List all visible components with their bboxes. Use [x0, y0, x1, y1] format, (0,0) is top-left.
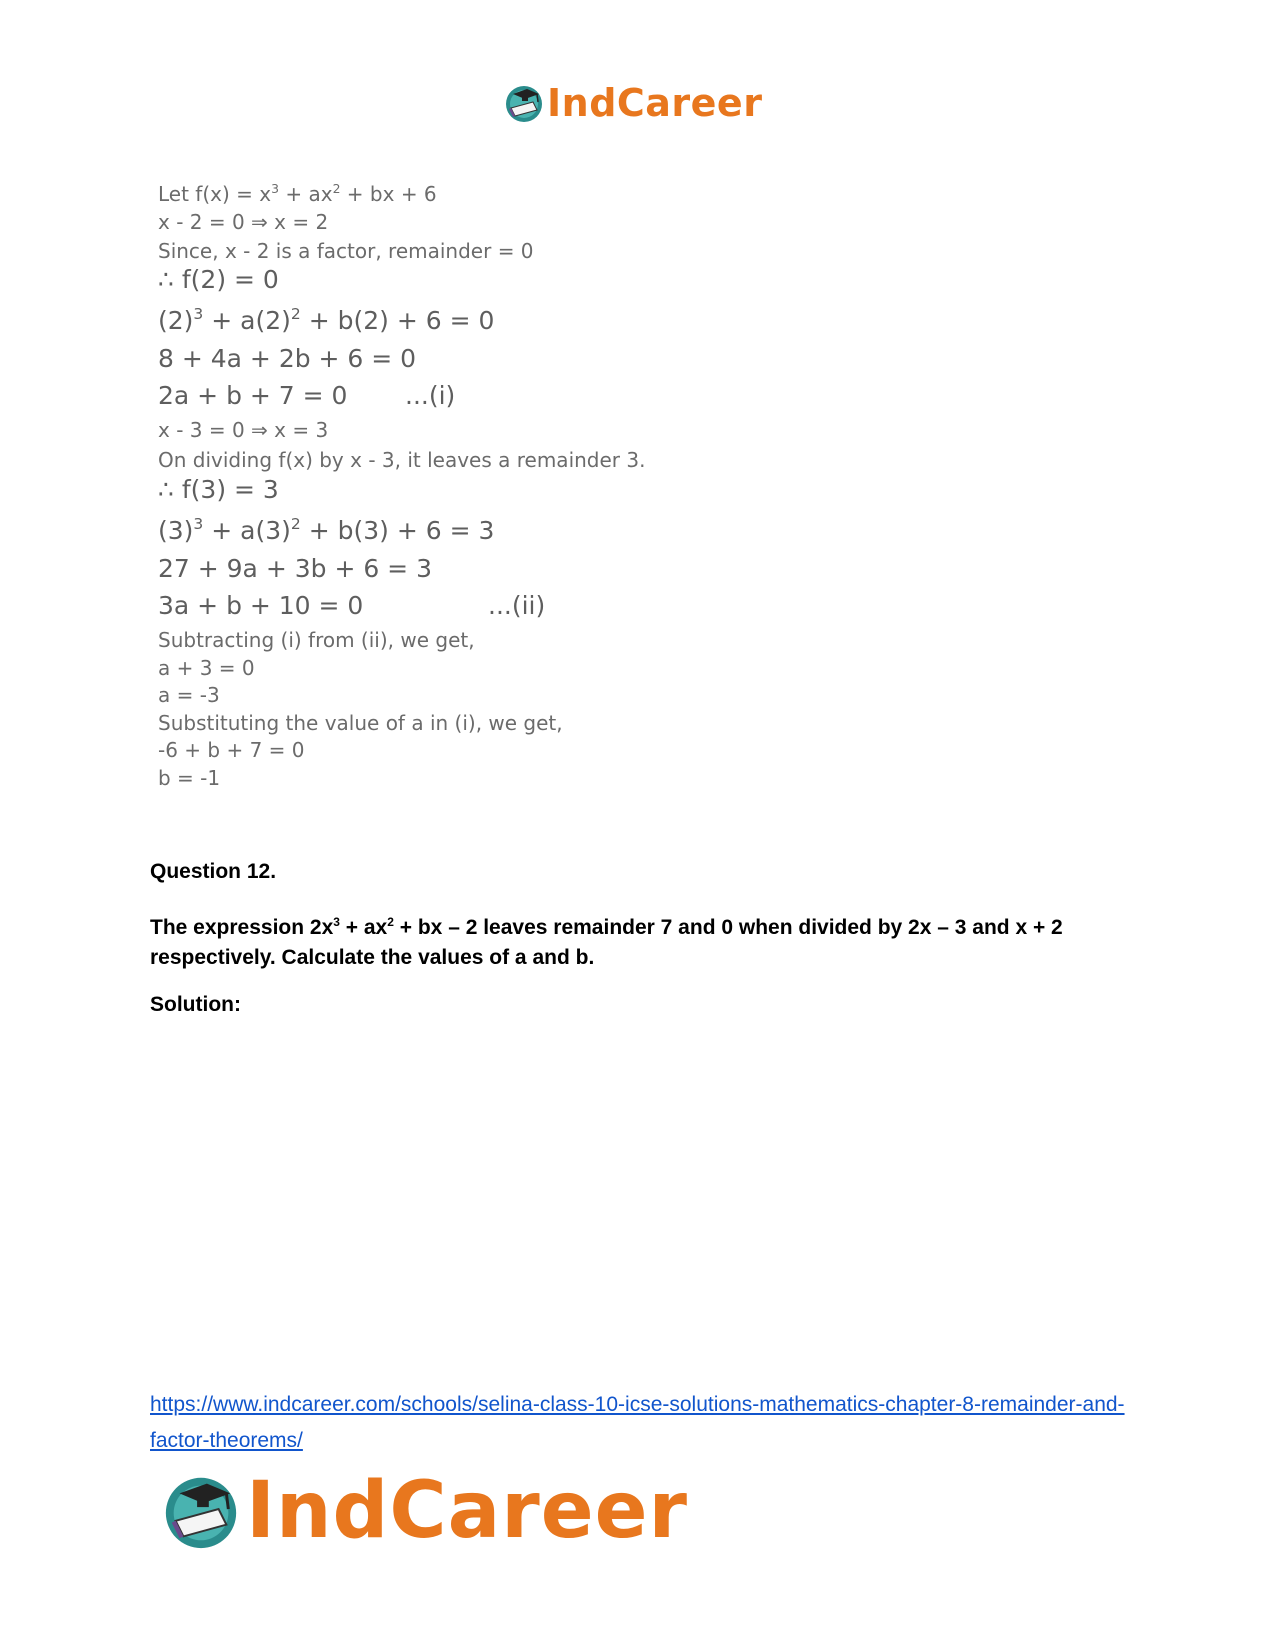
solution-label: Solution:	[150, 993, 241, 1016]
question-text: The expression $2x^3 + ax^2$ + bx – 2 leaves remainder 7 and 0 when divided by 2x – 3 and x + 2 respectively. Calculate the values of a and b.	[150, 915, 1063, 969]
work-line-3: Since, x - 2 is a factor, remainder = 0	[158, 239, 534, 263]
work-line-13: 3a + b + 10 = 0	[158, 591, 364, 620]
work-line-10: ∴ f(3) = 3	[158, 475, 279, 504]
question-title: Question 12.	[150, 860, 277, 883]
work-line-19: b = -1	[158, 766, 221, 790]
logo-text: IndCareer	[547, 81, 763, 125]
work-line-14: Subtracting (i) from (ii), we get,	[158, 628, 475, 652]
work-line-4: ∴ f(2) = 0	[158, 265, 279, 294]
work-line-16: a = -3	[158, 683, 220, 707]
graduation-cap-book-icon	[160, 1470, 242, 1552]
work-line-9: On dividing f(x) by x - 3, it leaves a remainder 3.	[158, 448, 646, 472]
work-line-6: 8 + 4a + 2b + 6 = 0	[158, 344, 417, 373]
footer-logo	[160, 1468, 688, 1554]
graduation-cap-book-icon	[503, 82, 545, 124]
header-logo	[503, 80, 762, 126]
work-line-2: x - 2 = 0 ⇒ x = 2	[158, 210, 329, 234]
work-line-15: a + 3 = 0	[158, 656, 255, 680]
source-link[interactable]: https://www.indcareer.com/schools/selina-class-10-icse-solutions-mathematics-chapter-8-remainder-and-factor-theorems/	[150, 1393, 1125, 1452]
work-line-1: Let $f(x) = x^3 + ax^2$ + bx + 6	[158, 180, 437, 206]
work-line-7: 2a + b + 7 = 0	[158, 381, 348, 410]
work-line-5: $(2)^3 + a(2)^2 + b(2) + 6 = 0$	[158, 304, 495, 335]
work-line-12: 27 + 9a + 3b + 6 = 3	[158, 554, 432, 583]
equation-tag-i: ...(i)	[405, 381, 456, 410]
equation-tag-ii: ...(ii)	[488, 591, 546, 620]
logo-text: IndCareer	[246, 1466, 688, 1556]
work-line-17: Substituting the value of a in (i), we get,	[158, 711, 563, 735]
work-line-18: -6 + b + 7 = 0	[158, 738, 305, 762]
work-line-11: $(3)^3 + a(3)^2 + b(3) + 6 = 3$	[158, 514, 495, 545]
work-line-8: x - 3 = 0 ⇒ x = 3	[158, 418, 329, 442]
